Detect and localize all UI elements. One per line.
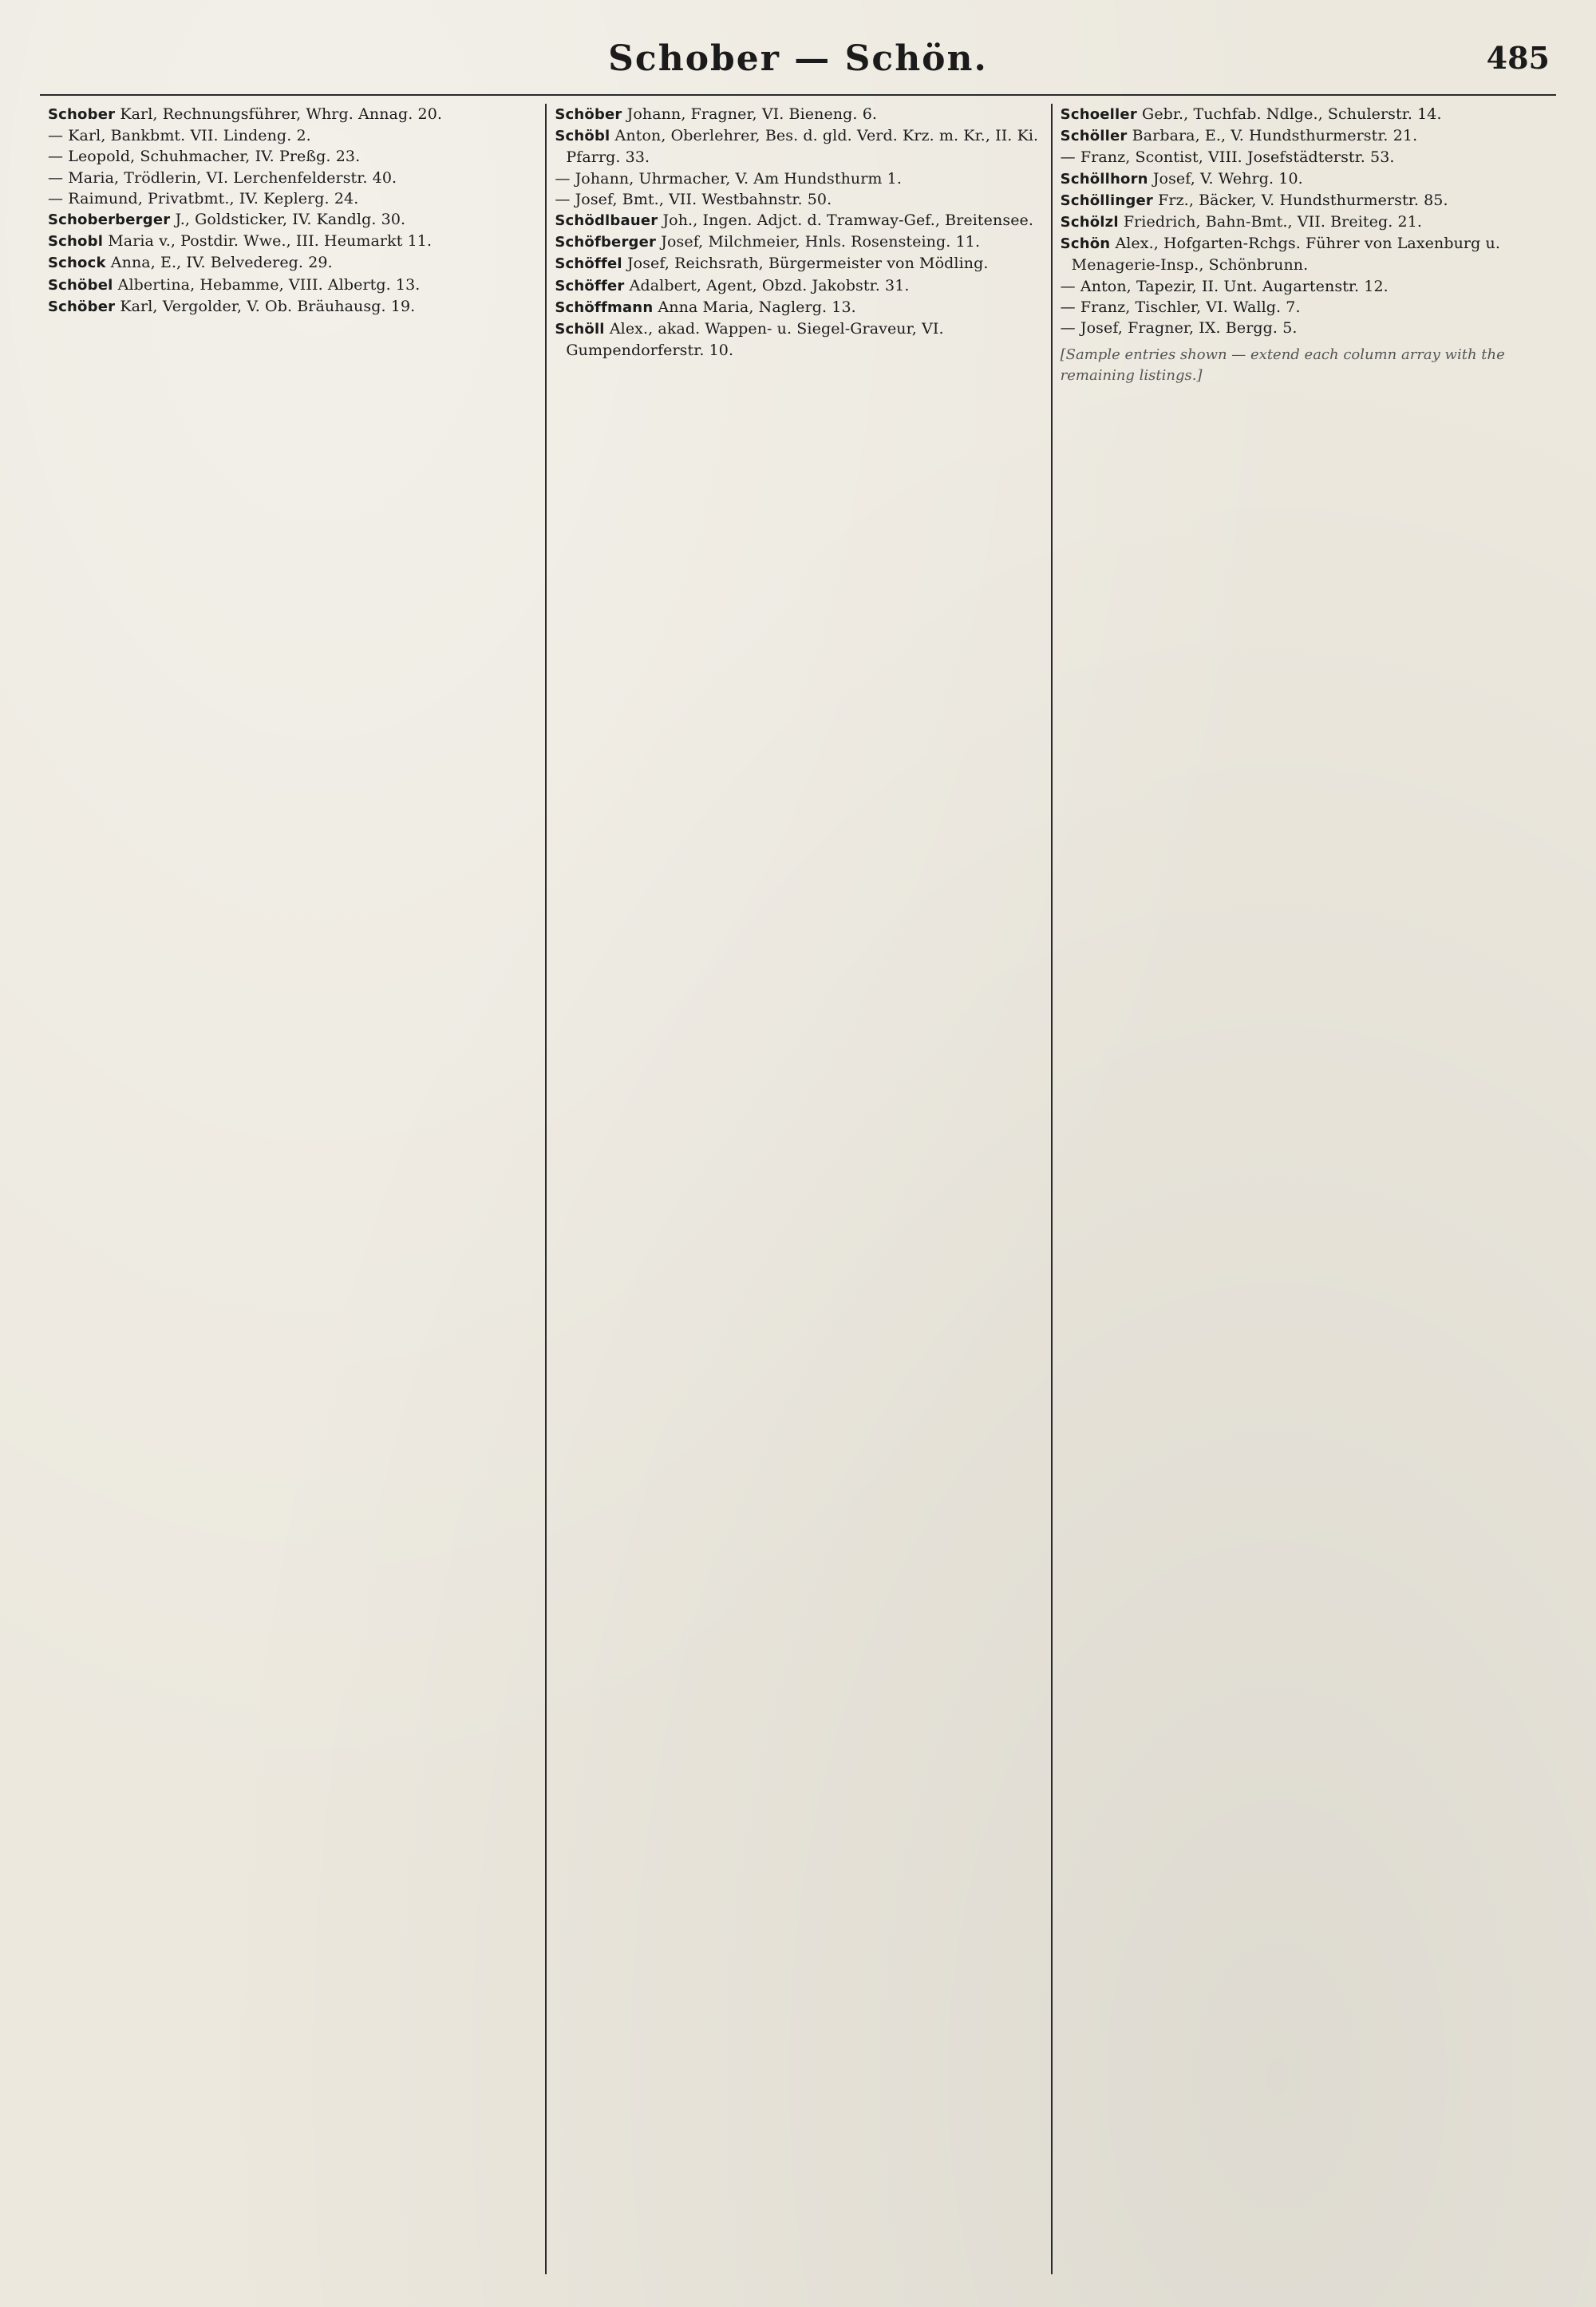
directory-entry — [48, 188, 537, 209]
directory-entry — [48, 252, 537, 274]
column-1 — [40, 104, 545, 2274]
entry-text: Gebr., Tuchfab. Ndlge., Schulerstr. 14. — [1142, 105, 1442, 123]
directory-entry — [555, 104, 1042, 125]
directory-entry — [555, 168, 1042, 189]
entry-ditto-dash: — — [48, 168, 69, 187]
entry-text: Alex., akad. Wappen- u. Siegel-Graveur, VI. Gumpendorferstr. 10. — [566, 320, 944, 360]
directory-entry — [555, 297, 1042, 318]
directory-entry — [555, 275, 1042, 297]
entry-ditto-dash: — — [555, 169, 575, 188]
entry-text: Adalbert, Agent, Obzd. Jakobstr. 31. — [629, 276, 910, 294]
entry-ditto-dash: — — [1060, 298, 1080, 316]
entry-text: Alex., Hofgarten-Rchgs. Führer von Laxenburg u. Menagerie-Insp., Schönbrunn. — [1071, 235, 1500, 275]
entry-surname: Schön — [1060, 235, 1111, 253]
entry-surname: Schöber — [48, 298, 116, 315]
entry-text: Karl, Bankbmt. VII. Lindeng. 2. — [68, 127, 311, 145]
directory-entry — [555, 210, 1042, 231]
page-number: 485 — [1486, 40, 1550, 76]
entry-text: Franz, Tischler, VI. Wallg. 7. — [1080, 298, 1301, 316]
entry-text: Franz, Scontist, VIII. Josefstädterstr. 53. — [1080, 148, 1395, 167]
entry-text: Friedrich, Bahn-Bmt., VII. Breiteg. 21. — [1123, 213, 1423, 231]
directory-entry — [1061, 125, 1548, 147]
directory-entry — [48, 209, 537, 231]
directory-entry — [48, 231, 537, 252]
directory-entry — [1061, 297, 1548, 318]
entry-surname: Schödlbauer — [555, 212, 658, 230]
column-2 — [545, 104, 1050, 2274]
directory-entry — [48, 168, 537, 188]
entry-ditto-dash: — — [1060, 277, 1080, 295]
directory-entry — [48, 146, 537, 167]
entry-text: Frz., Bäcker, V. Hundsthurmerstr. 85. — [1158, 191, 1448, 209]
page-header — [40, 32, 1556, 96]
entry-ditto-dash: — — [48, 148, 69, 166]
entry-surname: Schöller — [1060, 128, 1128, 145]
entry-ditto-dash: — — [1060, 319, 1080, 338]
directory-entry — [555, 318, 1042, 361]
entry-text: Anton, Tapezir, II. Unt. Augartenstr. 12. — [1080, 277, 1389, 295]
directory-entry — [1061, 147, 1548, 168]
entry-text: Josef, Milchmeier, Hnls. Rosensteing. 11. — [661, 233, 981, 251]
sample-note: [Sample entries shown — extend each column array with the remaining listings.] — [1060, 346, 1505, 385]
directory-entry — [1061, 190, 1548, 211]
entry-text: Raimund, Privatbmt., IV. Keplerg. 24. — [68, 189, 359, 207]
entry-surname: Schobl — [48, 233, 104, 251]
running-head: Schober — Schön. — [608, 38, 988, 79]
directory-entry — [555, 253, 1042, 275]
entry-text: Maria, Trödlerin, VI. Lerchenfelderstr. 40. — [68, 168, 397, 187]
entry-surname: Schöll — [555, 321, 605, 338]
entry-surname: Schock — [48, 255, 106, 272]
directory-entry — [555, 189, 1042, 210]
entry-text: Johann, Uhrmacher, V. Am Hundsthurm 1. — [575, 169, 903, 188]
entry-text: Leopold, Schuhmacher, IV. Preßg. 23. — [68, 148, 361, 166]
directory-entry — [48, 104, 537, 125]
column-3 — [1051, 104, 1556, 2274]
entry-surname: Schöffel — [555, 255, 622, 273]
entry-ditto-dash: — — [555, 190, 575, 208]
entry-surname: Schöber — [555, 106, 622, 123]
entry-surname: Schöbl — [555, 128, 610, 145]
entry-surname: Schöbel — [48, 276, 113, 294]
entry-text: Anna Maria, Naglerg. 13. — [658, 298, 856, 316]
directory-entry — [48, 275, 537, 296]
entry-text: Josef, V. Wehrg. 10. — [1152, 169, 1303, 188]
directory-columns — [40, 104, 1556, 2274]
directory-entry — [555, 125, 1042, 168]
entry-surname: Schöffer — [555, 277, 625, 294]
directory-entry — [1061, 168, 1548, 190]
directory-entry — [48, 296, 537, 318]
entry-ditto-dash: — — [48, 189, 69, 207]
entry-surname: Schöllinger — [1060, 192, 1153, 209]
entry-text: Johann, Fragner, VI. Bieneng. 6. — [626, 105, 878, 123]
entry-text: Josef, Fragner, IX. Bergg. 5. — [1080, 319, 1298, 338]
directory-entry — [1061, 104, 1548, 125]
entry-surname: Schölzl — [1060, 214, 1119, 231]
entry-text: Albertina, Hebamme, VIII. Albertg. 13. — [117, 275, 421, 294]
directory-entry — [1061, 233, 1548, 275]
entry-text: Anna, E., IV. Belvedereg. 29. — [110, 254, 333, 272]
directory-entry — [555, 231, 1042, 253]
entry-text: J., Goldsticker, IV. Kandlg. 30. — [175, 211, 406, 229]
entry-surname: Schöffmann — [555, 298, 654, 316]
entry-text: Anton, Oberlehrer, Bes. d. gld. Verd. Krz. m. Kr., II. Ki. Pfarrg. 33. — [566, 127, 1039, 167]
entry-text: Maria v., Postdir. Wwe., III. Heumarkt 11. — [108, 232, 433, 251]
entry-text: Barbara, E., V. Hundsthurmerstr. 21. — [1132, 127, 1418, 145]
entry-ditto-dash: — — [1060, 148, 1080, 167]
entry-text: Josef, Reichsrath, Bürgermeister von Mödling. — [626, 255, 989, 273]
entry-surname: Schoberberger — [48, 211, 171, 229]
entry-ditto-dash: — — [48, 127, 69, 145]
entry-surname: Schöllhorn — [1060, 170, 1148, 188]
entry-text: Josef, Bmt., VII. Westbahnstr. 50. — [575, 190, 832, 208]
entry-surname: Schober — [48, 106, 116, 123]
entry-surname: Schoeller — [1060, 106, 1137, 123]
entry-text: Karl, Vergolder, V. Ob. Bräuhausg. 19. — [120, 297, 416, 315]
directory-entry — [1061, 211, 1548, 233]
directory-entry — [48, 125, 537, 146]
entry-text: Joh., Ingen. Adjct. d. Tramway-Gef., Breitensee. — [662, 211, 1034, 230]
directory-entry — [1061, 318, 1548, 338]
directory-entry — [1061, 276, 1548, 297]
entry-text: Karl, Rechnungsführer, Whrg. Annag. 20. — [120, 105, 443, 123]
entry-surname: Schöfberger — [555, 234, 657, 251]
